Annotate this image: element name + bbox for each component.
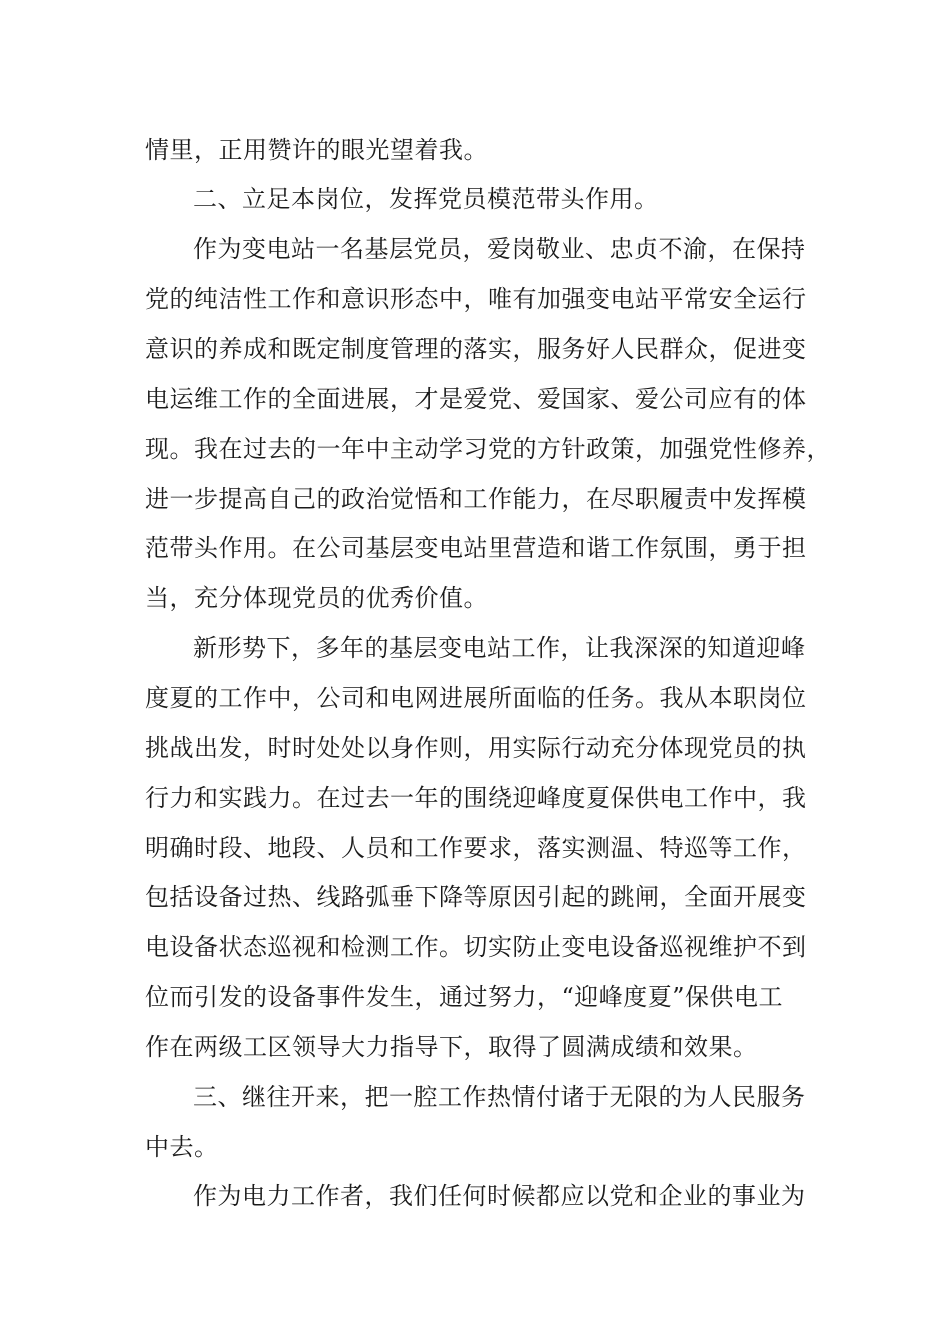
text-line: 挑战出发，时时处处以身作则，用实际行动充分体现党员的执: [145, 734, 807, 762]
text-line: 新形势下，多年的基层变电站工作，让我深深的知道迎峰: [193, 634, 806, 662]
text-line: 范带头作用。在公司基层变电站里营造和谐工作氛围，勇于担: [145, 534, 807, 562]
text-line: 明确时段、地段、人员和工作要求，落实测温、特巡等工作，: [145, 834, 807, 862]
text-line: 现。我在过去的一年中主动学习党的方针政策，加强党性修养，: [145, 435, 831, 463]
text-line: 包括设备过热、线路弧垂下降等原因引起的跳闸，全面开展变: [145, 883, 807, 911]
text-line: 作为变电站一名基层党员，爱岗敬业、忠贞不渝，在保持: [193, 235, 806, 263]
text-line: 位而引发的设备事件发生，通过努力，“迎峰度夏”保供电工: [145, 983, 784, 1011]
text-line: 作在两级工区领导大力指导下，取得了圆满成绩和效果。: [145, 1033, 758, 1061]
text-line: 中去。: [145, 1133, 219, 1161]
section-heading: 三、继往开来，把一腔工作热情付诸于无限的为人民服务: [193, 1083, 806, 1111]
text-line: 党的纯洁性工作和意识形态中，唯有加强变电站平常安全运行: [145, 285, 807, 313]
text-line: 情里，正用赞许的眼光望着我。: [145, 136, 488, 164]
section-heading: 二、立足本岗位，发挥党员模范带头作用。: [193, 185, 659, 213]
text-line: 进一步提高自己的政治觉悟和工作能力，在尽职履责中发挥模: [145, 485, 807, 513]
text-line: 意识的养成和既定制度管理的落实，服务好人民群众，促进变: [145, 335, 807, 363]
text-line: 行力和实践力。在过去一年的围绕迎峰度夏保供电工作中，我: [145, 784, 807, 812]
text-line: 度夏的工作中，公司和电网进展所面临的任务。我从本职岗位: [145, 684, 807, 712]
text-line: 电运维工作的全面进展，才是爱党、爱国家、爱公司应有的体: [145, 385, 807, 413]
text-line: 当，充分体现党员的优秀价值。: [145, 584, 488, 612]
text-line: 作为电力工作者，我们任何时候都应以党和企业的事业为: [193, 1182, 806, 1210]
text-line: 电设备状态巡视和检测工作。切实防止变电设备巡视维护不到: [145, 933, 807, 961]
